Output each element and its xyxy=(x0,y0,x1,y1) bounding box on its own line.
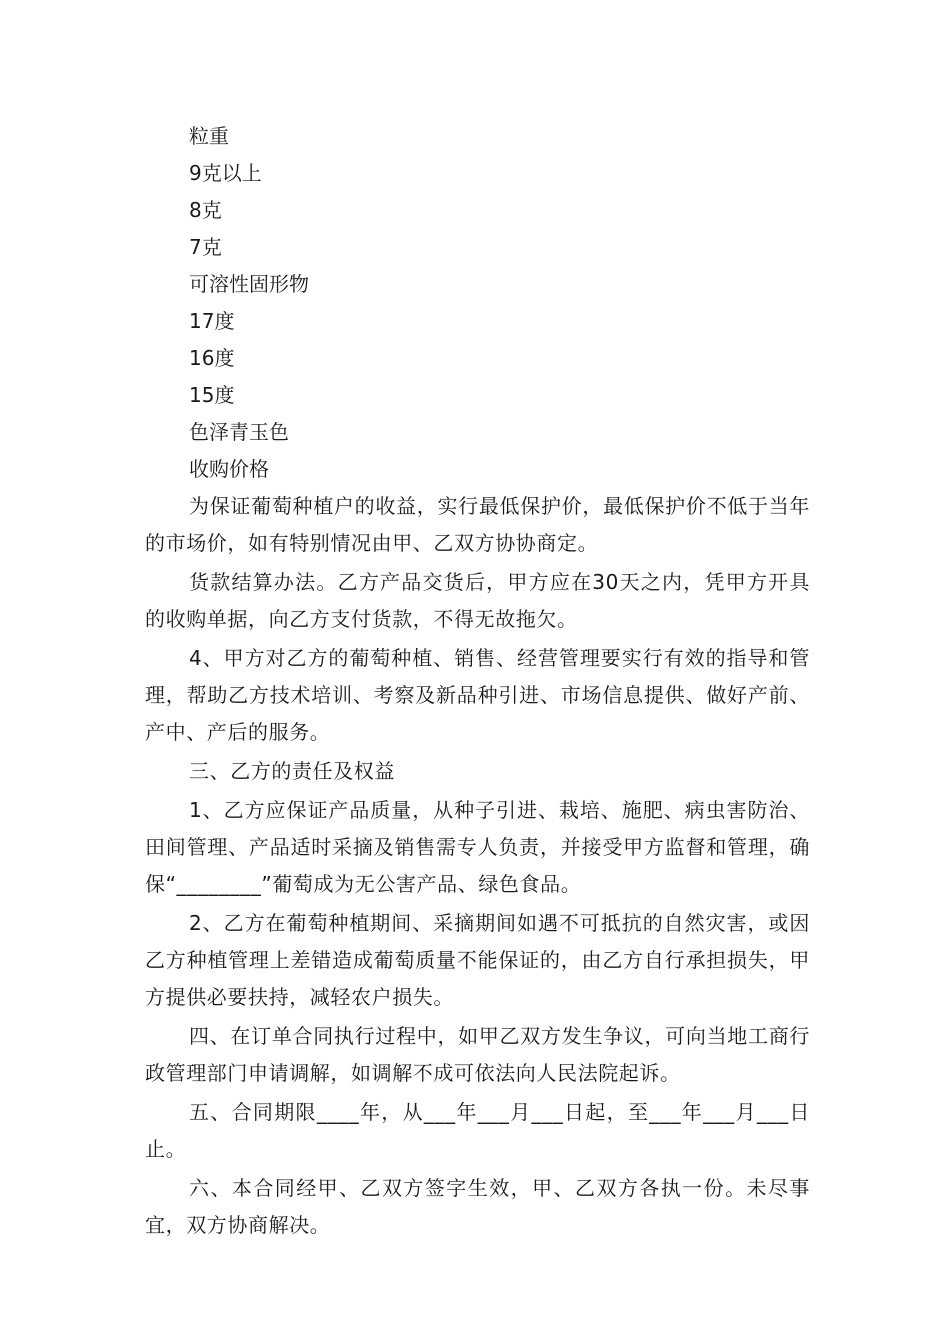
paragraph-payment-settlement: 货款结算办法。乙方产品交货后，甲方应在30天之内，凭甲方开具的收购单据，向乙方支付货款，不得无故拖欠。 xyxy=(145,570,810,631)
paragraph-dispute-resolution: 四、在订单合同执行过程中，如甲乙双方发生争议，可向当地工商行政管理部门申请调解，如调解不成可依法向人民法院起诉。 xyxy=(145,1024,810,1085)
spec-line-color: 色泽青玉色 xyxy=(189,420,289,444)
spec-line-9g: 9克以上 xyxy=(189,161,262,185)
spec-line-15deg: 15度 xyxy=(189,383,235,407)
spec-line-soluble-solids: 可溶性固形物 xyxy=(189,272,309,296)
paragraph-minimum-price: 为保证葡萄种植户的收益，实行最低保护价，最低保护价不低于当年的市场价，如有特别情况由甲、乙双方协协商定。 xyxy=(145,494,810,555)
paragraph-contract-term: 五、合同期限____年，从___年___月___日起，至___年___月___日止。 xyxy=(145,1100,810,1161)
spec-line-16deg: 16度 xyxy=(189,346,235,370)
spec-line-17deg: 17度 xyxy=(189,309,235,333)
paragraph-quality-assurance: 1、乙方应保证产品质量，从种子引进、栽培、施肥、病虫害防治、田间管理、产品适时采摘及销售需专人负责，并接受甲方监督和管理，确保“________”葡萄成为无公害产品、绿色食品。 xyxy=(145,798,810,896)
spec-line-7g: 7克 xyxy=(189,235,222,259)
paragraph-party-a-guidance: 4、甲方对乙方的葡萄种植、销售、经营管理要实行有效的指导和管理，帮助乙方技术培训、考察及新品种引进、市场信息提供、做好产前、产中、产后的服务。 xyxy=(145,646,810,744)
spec-line-grain-weight: 粒重 xyxy=(189,124,229,148)
document-body xyxy=(145,118,810,1244)
spec-line-purchase-price: 收购价格 xyxy=(189,457,269,481)
spec-line-8g: 8克 xyxy=(189,198,222,222)
paragraph-natural-disaster: 2、乙方在葡萄种植期间、采摘期间如遇不可抵抗的自然灾害，或因乙方种植管理上差错造成葡萄质量不能保证的，由乙方自行承担损失，甲方提供必要扶持，减轻农户损失。 xyxy=(145,911,810,1009)
section-heading-party-b: 三、乙方的责任及权益 xyxy=(189,759,395,783)
paragraph-effectiveness: 六、本合同经甲、乙双方签字生效，甲、乙双方各执一份。未尽事宜，双方协商解决。 xyxy=(145,1176,810,1237)
